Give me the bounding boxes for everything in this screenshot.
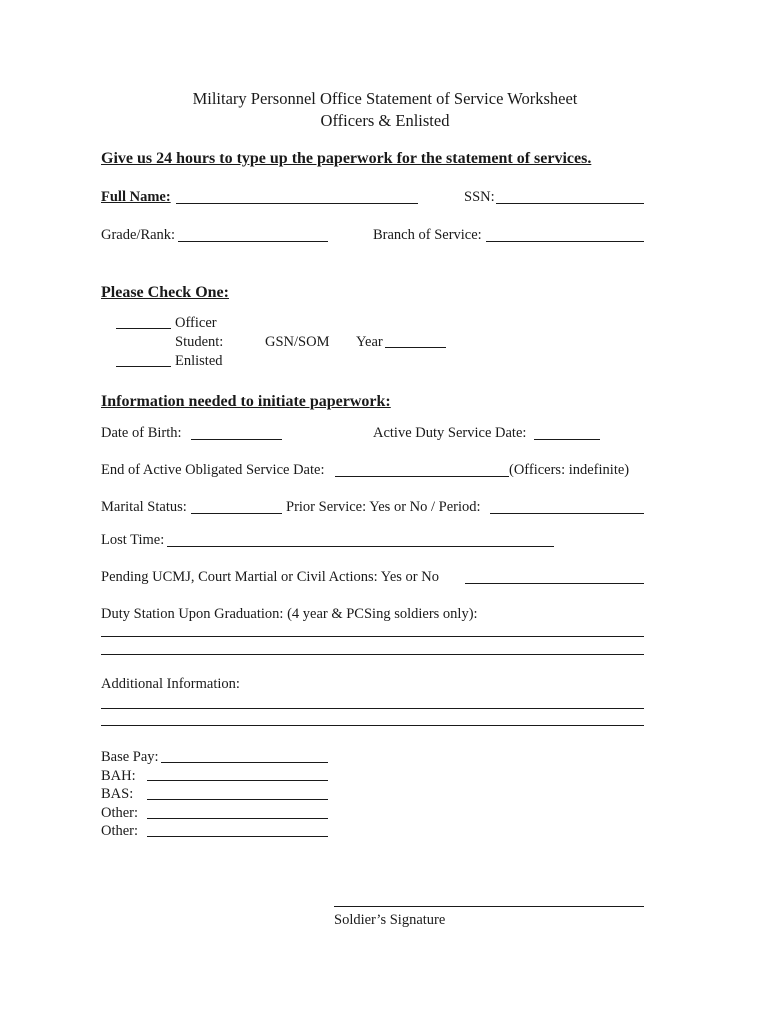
eaos-note: (Officers: indefinite) [509, 462, 630, 478]
signature-line[interactable] [334, 906, 644, 907]
active-duty-field[interactable] [534, 439, 600, 440]
grade-rank-label: Grade/Rank: [101, 227, 176, 243]
officer-option: Officer [175, 315, 217, 331]
form-subtitle: Officers & Enlisted [320, 111, 450, 130]
other-1-field[interactable] [147, 818, 328, 819]
marital-field[interactable] [191, 513, 282, 514]
year-label: Year [356, 334, 383, 350]
officer-check-field[interactable] [116, 328, 171, 329]
enlisted-option: Enlisted [175, 353, 223, 369]
additional-info-line-1[interactable] [101, 708, 644, 709]
dob-label: Date of Birth: [101, 425, 182, 441]
check-one-heading: Please Check One: [101, 284, 229, 301]
pending-field[interactable] [465, 583, 644, 584]
pending-label: Pending UCMJ, Court Martial or Civil Actions: Yes or No [101, 569, 439, 585]
bah-label: BAH: [101, 768, 136, 784]
full-name-label: Full Name: [101, 189, 171, 205]
instruction-text: Give us 24 hours to type up the paperwork for the statement of services. [101, 150, 592, 167]
year-field[interactable] [385, 347, 446, 348]
enlisted-check-field[interactable] [116, 366, 171, 367]
signature-label: Soldier’s Signature [334, 912, 446, 928]
lost-time-label: Lost Time: [101, 532, 165, 548]
other-2-field[interactable] [147, 836, 328, 837]
marital-label: Marital Status: [101, 499, 187, 515]
additional-info-label: Additional Information: [101, 676, 240, 692]
gsn-som-label: GSN/SOM [265, 334, 330, 350]
other-2-label: Other: [101, 823, 139, 839]
eaos-label: End of Active Obligated Service Date: [101, 462, 325, 478]
other-1-label: Other: [101, 805, 139, 821]
form-title: Military Personnel Office Statement of Service Worksheet [192, 89, 578, 108]
dob-field[interactable] [191, 439, 282, 440]
duty-station-line-1[interactable] [101, 636, 644, 637]
prior-service-field[interactable] [490, 513, 644, 514]
base-pay-label: Base Pay: [101, 749, 159, 765]
full-name-field[interactable] [176, 203, 418, 204]
bas-field[interactable] [147, 799, 328, 800]
active-duty-label: Active Duty Service Date: [373, 425, 527, 441]
ssn-field[interactable] [496, 203, 644, 204]
student-option: Student: [175, 334, 224, 350]
info-heading: Information needed to initiate paperwork: [101, 393, 391, 410]
additional-info-line-2[interactable] [101, 725, 644, 726]
ssn-label: SSN: [464, 189, 495, 205]
branch-field[interactable] [486, 241, 644, 242]
bas-label: BAS: [101, 786, 134, 802]
eaos-field[interactable] [335, 476, 509, 477]
prior-service-label: Prior Service: Yes or No / Period: [286, 499, 481, 515]
bah-field[interactable] [147, 780, 328, 781]
base-pay-field[interactable] [161, 762, 328, 763]
lost-time-field[interactable] [167, 546, 554, 547]
duty-station-label: Duty Station Upon Graduation: (4 year & PCSing soldiers only): [101, 606, 478, 622]
branch-label: Branch of Service: [373, 227, 482, 243]
duty-station-line-2[interactable] [101, 654, 644, 655]
grade-rank-field[interactable] [178, 241, 328, 242]
